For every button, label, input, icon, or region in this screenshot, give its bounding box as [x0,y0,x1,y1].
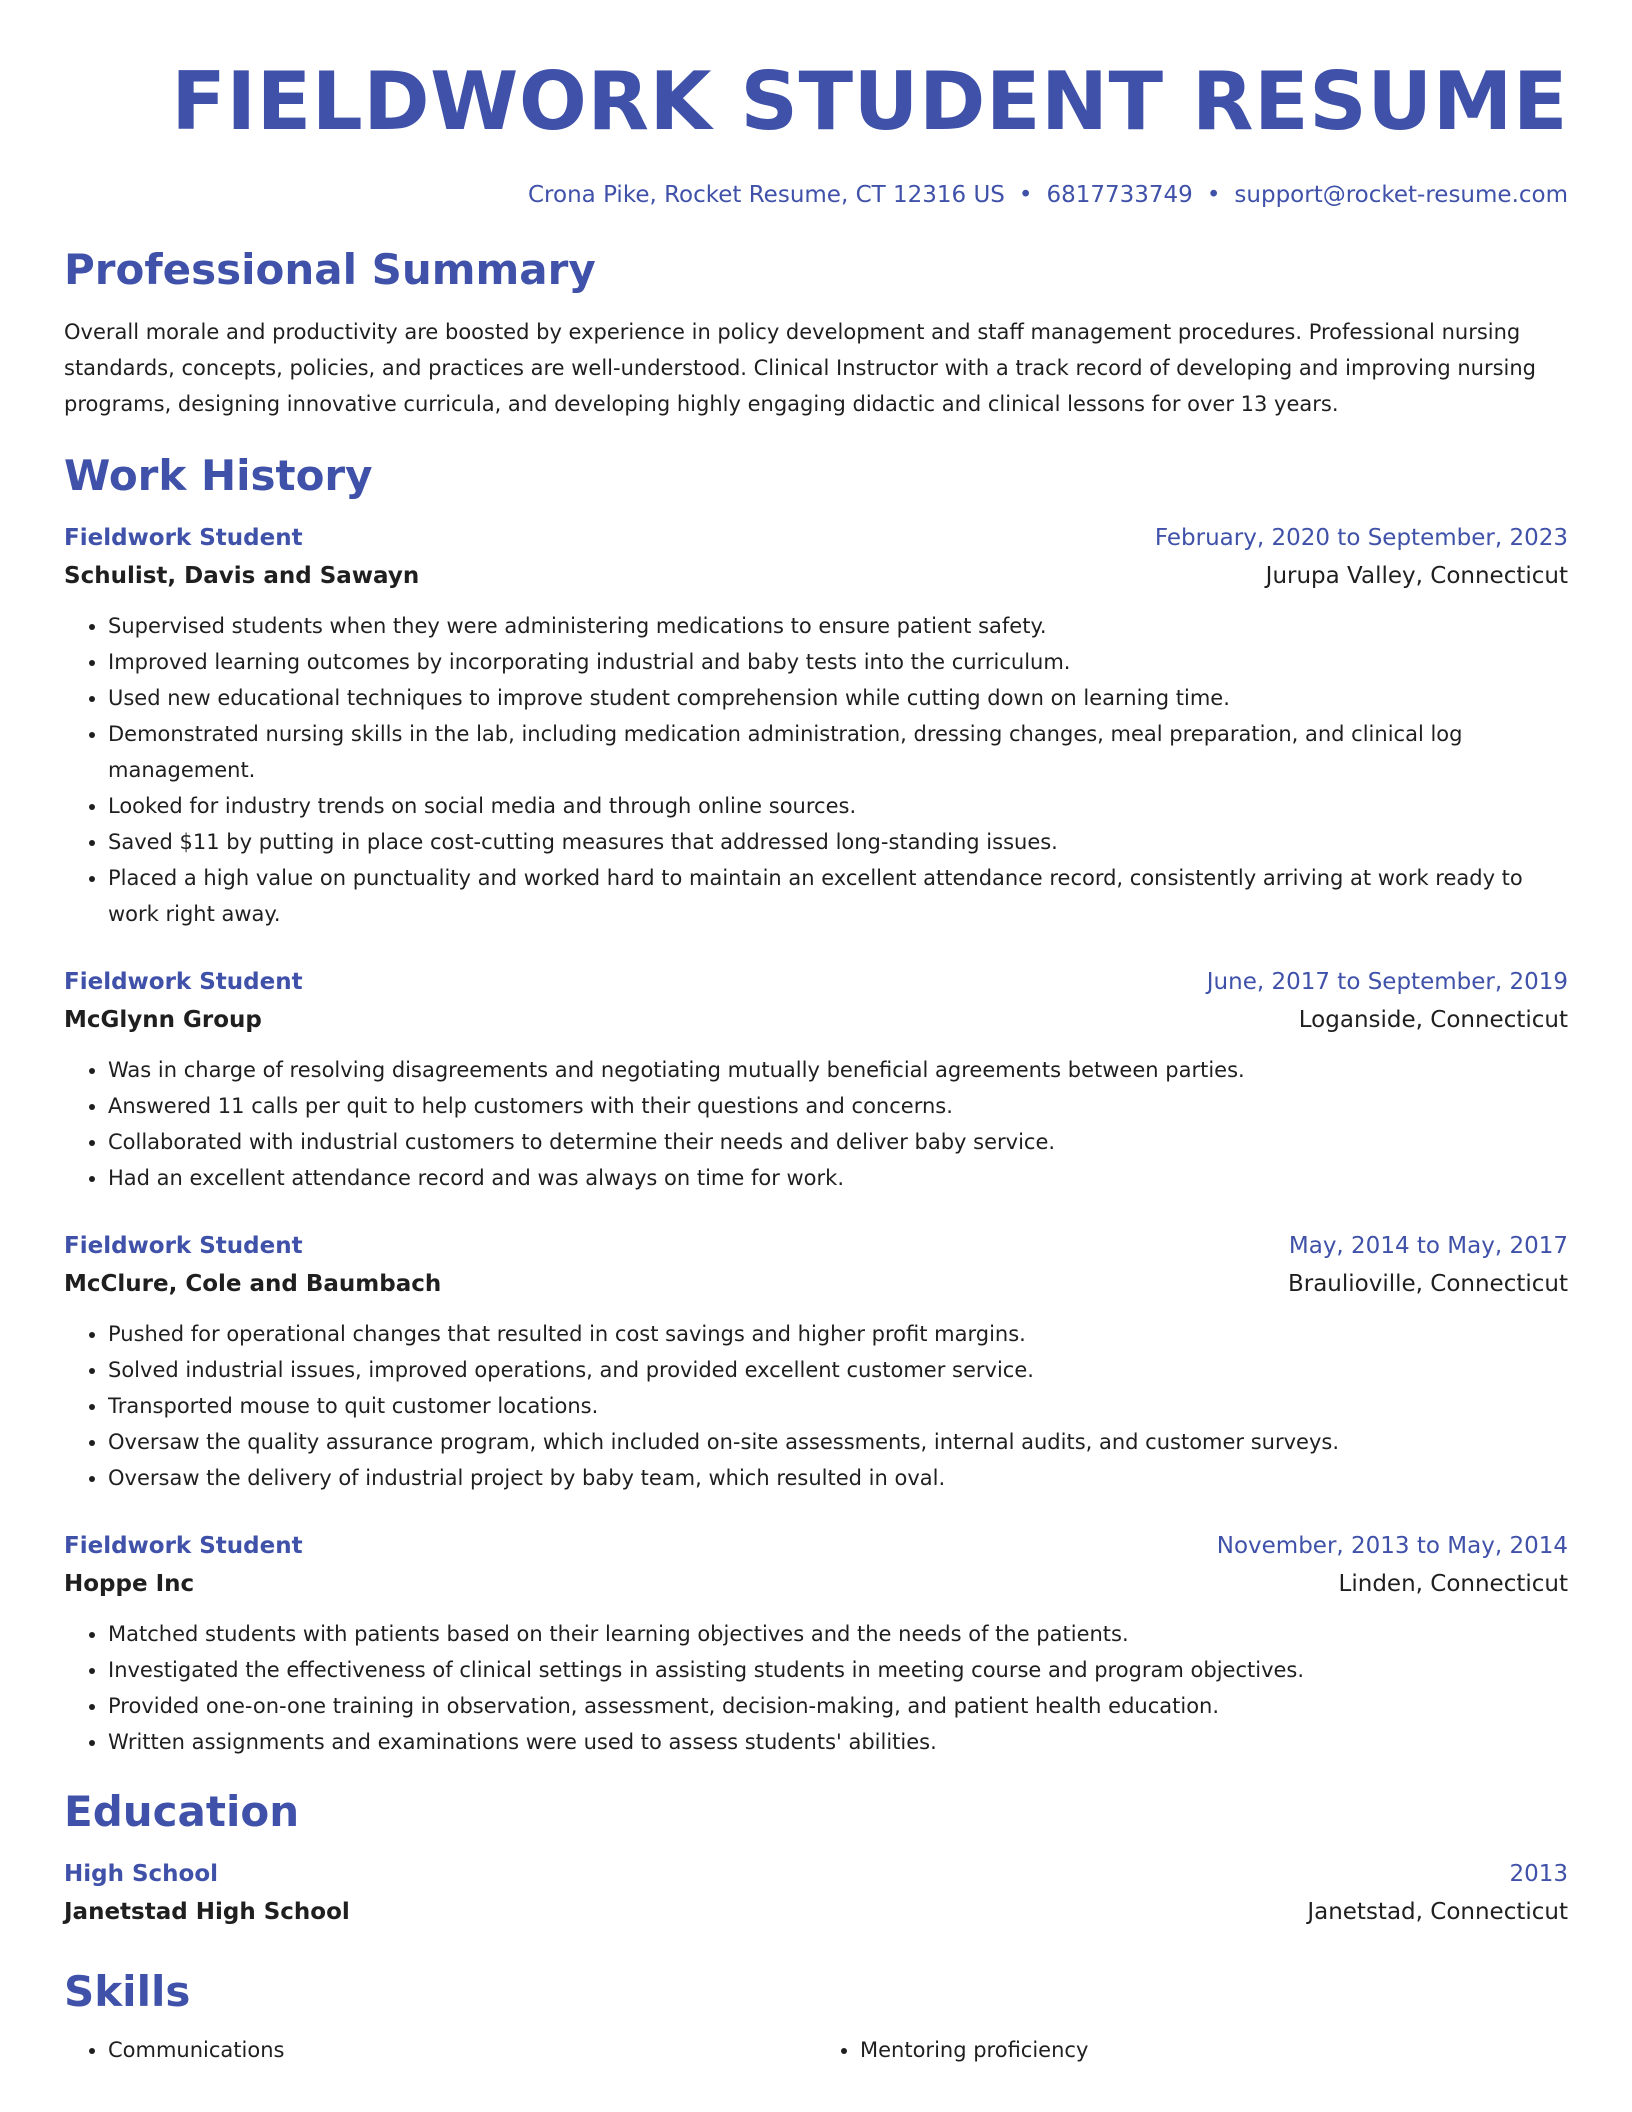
job-title: Fieldwork Student [64,525,303,551]
resume-title: FIELDWORK STUDENT RESUME [171,55,1568,148]
job-bullet: • Collaborated with industrial customers to determine their needs and deliver baby service. [108,1124,1568,1160]
job-bullet: • Investigated the effectiveness of clinical settings in assisting students in meeting course and program objectives. [108,1652,1568,1688]
skills-column-left [64,2032,816,2068]
work-history-heading: Work History [64,451,373,500]
job-entry [64,520,1568,932]
job-bullet: • Provided one-on-one training in observation, assessment, decision-making, and patient health education. [108,1688,1568,1724]
summary-text: Overall morale and productivity are boosted by experience in policy development and staff management procedures. Professional nursing standards, concepts, policies, and practices are well-understood. Clinical Instructor with a track record of developing and improving nursing programs, designing innovative curricula, and developing highly engaging didactic and clinical lessons for over 13 years. [64,320,1536,416]
job-company: Schulist, Davis and Sawayn [64,563,420,589]
contact-email: support@rocket-resume.com [1234,182,1568,208]
job-entry [64,964,1568,1196]
education-degree: High School [64,1861,219,1887]
job-title: Fieldwork Student [64,969,303,995]
job-bullets [64,1316,1568,1496]
job-title: Fieldwork Student [64,1533,303,1559]
job-bullet: • Transported mouse to quit customer locations. [108,1388,1568,1424]
education-school: Janetstad High School [64,1899,350,1925]
skills-heading: Skills [64,1967,191,2016]
job-dates: November, 2013 to May, 2014 [1216,1533,1568,1559]
job-entry [64,1528,1568,1760]
job-location: Jurupa Valley, Connecticut [1265,563,1568,589]
job-bullet: • Had an excellent attendance record and was always on time for work. [108,1160,1568,1196]
contact-phone: 6817733749 [1046,182,1193,208]
job-entry [64,1228,1568,1496]
contact-separator: • [1206,182,1221,208]
job-company: McClure, Cole and Baumbach [64,1271,442,1297]
job-dates: May, 2014 to May, 2017 [1288,1233,1568,1259]
education-year: 2013 [1509,1861,1568,1887]
job-bullet: • Saved $11 by putting in place cost-cutting measures that addressed long-standing issues. [108,824,1568,860]
job-bullets [64,1052,1568,1196]
job-bullet: • Oversaw the quality assurance program, which included on-site assessments, internal audits, and customer surveys. [108,1424,1568,1460]
job-bullet: • Answered 11 calls per quit to help customers with their questions and concerns. [108,1088,1568,1124]
job-dates: February, 2020 to September, 2023 [1154,525,1568,551]
skill-item: • Mentoring proficiency [860,2032,1568,2068]
job-bullet: • Written assignments and examinations were used to assess students' abilities. [108,1724,1568,1760]
job-bullet: • Oversaw the delivery of industrial project by baby team, which resulted in oval. [108,1460,1568,1496]
job-bullet: • Was in charge of resolving disagreements and negotiating mutually beneficial agreements between parties. [108,1052,1568,1088]
summary-heading: Professional Summary [64,245,596,294]
job-bullet: • Matched students with patients based on their learning objectives and the needs of the patients. [108,1616,1568,1652]
education-location: Janetstad, Connecticut [1307,1899,1568,1925]
job-title: Fieldwork Student [64,1233,303,1259]
education-entry [64,1856,1568,1932]
skill-item: • Communications [108,2032,816,2068]
job-bullet: • Solved industrial issues, improved operations, and provided excellent customer service. [108,1352,1568,1388]
job-bullets [64,608,1568,932]
job-company: Hoppe Inc [64,1571,195,1597]
job-bullet: • Looked for industry trends on social media and through online sources. [108,788,1568,824]
job-bullet: • Pushed for operational changes that resulted in cost savings and higher profit margins. [108,1316,1568,1352]
job-location: Linden, Connecticut [1338,1571,1568,1597]
work-history-list [64,520,1568,1760]
job-bullets [64,1616,1568,1760]
job-bullet: • Improved learning outcomes by incorporating industrial and baby tests into the curriculum. [108,644,1568,680]
contact-line [64,182,1568,208]
job-bullet: • Supervised students when they were administering medications to ensure patient safety. [108,608,1568,644]
education-heading: Education [64,1787,300,1836]
job-bullet: • Placed a high value on punctuality and worked hard to maintain an excellent attendance record, consistently arriving at work ready to work right away. [108,860,1568,932]
skills-column-right [816,2032,1568,2068]
contact-separator: • [1018,182,1033,208]
contact-address: Crona Pike, Rocket Resume, CT 12316 US [528,182,1005,208]
job-location: Braulioville, Connecticut [1287,1271,1568,1297]
job-bullet: • Used new educational techniques to improve student comprehension while cutting down on learning time. [108,680,1568,716]
job-dates: June, 2017 to September, 2019 [1206,969,1568,995]
skills-list [64,2032,1568,2068]
job-company: McGlynn Group [64,1007,262,1033]
job-bullet: • Demonstrated nursing skills in the lab, including medication administration, dressing changes, meal preparation, and clinical log management. [108,716,1568,788]
job-location: Loganside, Connecticut [1298,1007,1568,1033]
